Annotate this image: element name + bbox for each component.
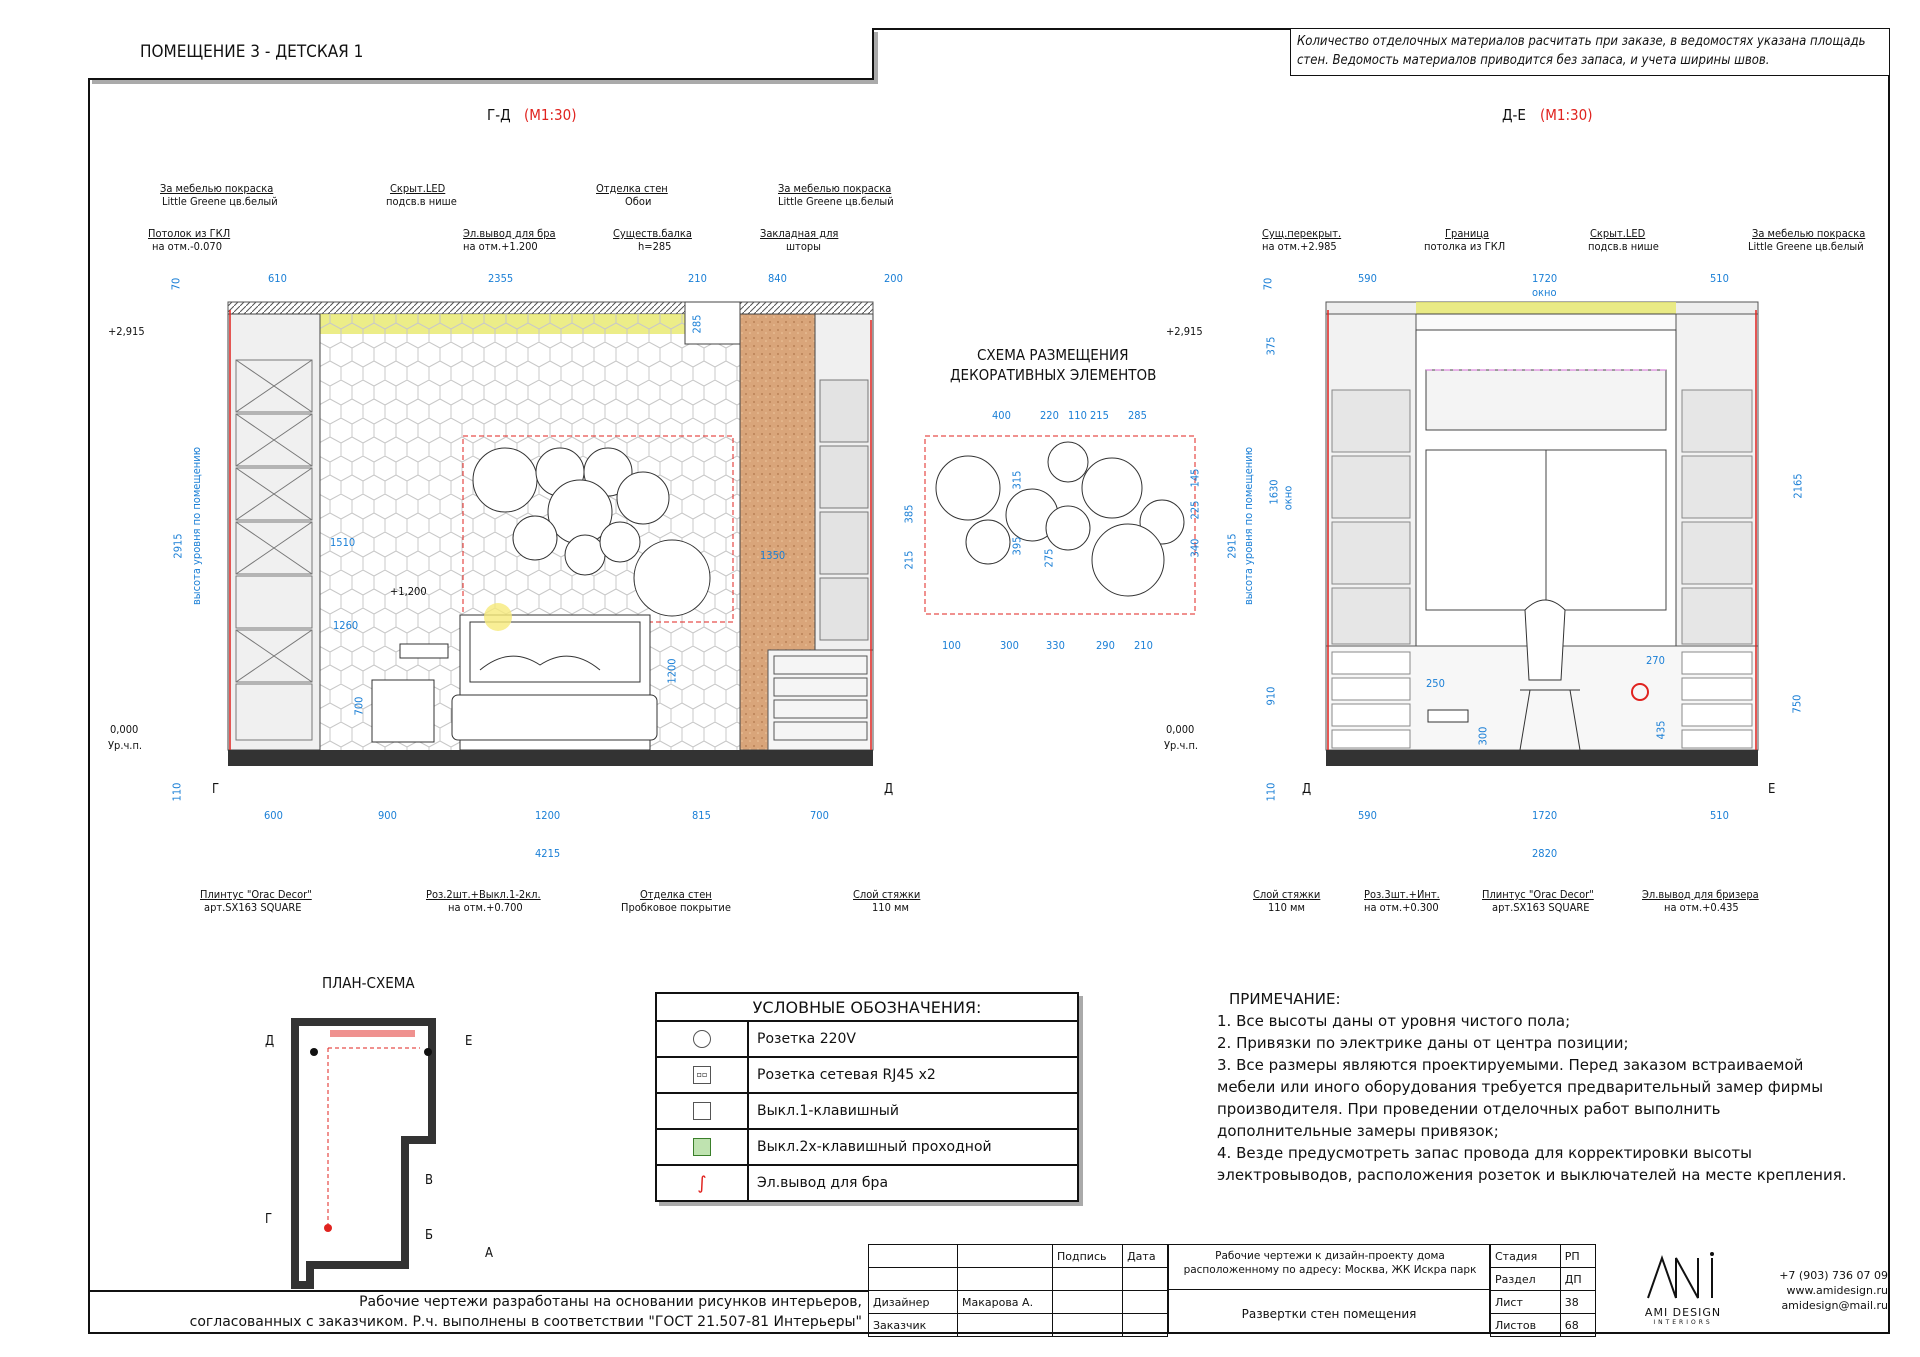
legend-label: Выкл.2х-клавишный проходной: [748, 1129, 1078, 1165]
dim-label: 700: [810, 809, 829, 822]
stamp-sheets-label: Листов: [1491, 1314, 1561, 1337]
stamp-stage-label: Стадия: [1491, 1245, 1561, 1268]
dim-label: 385: [902, 504, 916, 524]
page-title: ПОМЕЩЕНИЕ 3 - ДЕТСКАЯ 1: [140, 42, 364, 62]
decor-circle: [513, 516, 557, 560]
floor-slab: [228, 750, 873, 766]
plan-label: В: [425, 1173, 434, 1188]
plan-label: Б: [425, 1228, 434, 1243]
dim-label: 1200: [535, 809, 561, 822]
callout-text: Little Greene цв.белый: [1748, 240, 1864, 253]
dim-label: 1720: [1532, 809, 1558, 822]
callout-text: Слой стяжки: [1253, 888, 1321, 901]
callout-text: Слой стяжки: [853, 888, 921, 901]
callout-text: на отм.+2.985: [1262, 240, 1337, 253]
note-line: дополнительные замеры привязок;: [1217, 1122, 1499, 1140]
decor-scheme: [925, 436, 1195, 614]
footer-line: согласованных с заказчиком. Р.ч. выполнены в соответствии "ГОСТ 21.507-81 Интерьеры": [189, 1314, 862, 1330]
callout-text: За мебелью покраска: [778, 182, 892, 195]
callout-text: Пробковое покрытие: [621, 901, 731, 914]
logo-text: AMI DESIGN: [1644, 1306, 1722, 1319]
legend-table: [655, 992, 1079, 1202]
dim-label: 275: [1042, 548, 1056, 568]
dim-label: 1200: [665, 658, 679, 684]
callout-text: на отм.+0.300: [1364, 901, 1439, 914]
footer-line: Рабочие чертежи разработаны на основании рисунков интерьеров,: [359, 1294, 862, 1310]
callout-text: арт.SX163 SQUARE: [204, 901, 302, 914]
decor-circle: [634, 540, 710, 616]
callout-text: подсв.в нише: [386, 195, 457, 208]
gd-height-label: высота уровня по помещению: [190, 446, 204, 606]
left-wardrobe: [228, 314, 320, 750]
dim-label: 200: [884, 272, 903, 285]
dim-label: 145: [1188, 468, 1202, 488]
dim-label: 285: [1128, 409, 1147, 422]
scheme-title-2: ДЕКОРАТИВНЫХ ЭЛЕМЕНТОВ: [950, 366, 1157, 384]
stamp-project: [1168, 1244, 1490, 1334]
dim-label: 2355: [488, 272, 514, 285]
dim-label: 910: [1264, 686, 1278, 706]
dim-label: 375: [1264, 336, 1278, 356]
dim-label: 435: [1654, 720, 1668, 740]
plan-label: Д: [265, 1034, 275, 1049]
dim-label: окно: [1281, 485, 1295, 511]
dim-label: 340: [1188, 538, 1202, 558]
dim-label: 110: [1068, 409, 1087, 422]
callout-text: Плинтус "Orac Decor": [200, 888, 312, 901]
callout-text: Роз.2шт.+Выкл.1-2кл.: [426, 888, 541, 901]
decor-circle: [936, 456, 1000, 520]
ceiling-gkl: [228, 302, 873, 314]
gd-corner-right: Д: [884, 782, 894, 797]
callout-text: шторы: [786, 240, 821, 253]
contact-site: www.amidesign.ru: [1786, 1284, 1888, 1297]
stamp-section-label: Раздел: [1491, 1268, 1561, 1291]
dim-label: 400: [992, 409, 1011, 422]
callout-text: Потолок из ГКЛ: [148, 227, 231, 240]
dim-label: 840: [768, 272, 787, 285]
gd-level-zero-sub: Ур.ч.п.: [108, 739, 143, 752]
dim-label: 1630: [1267, 479, 1281, 505]
dim-label: 395: [1010, 536, 1024, 556]
callout-text: подсв.в нише: [1588, 240, 1659, 253]
callout-text: Скрыт.LED: [390, 182, 446, 195]
dim-label: 610: [268, 272, 287, 285]
dim-label: 210: [688, 272, 707, 285]
stamp-right: [1490, 1244, 1596, 1337]
dim-label: 590: [1358, 272, 1377, 285]
callout-text: Эл.вывод для бра: [463, 227, 556, 240]
note-line: мебели или иного оборудования требуется предварительный замер фирмы: [1217, 1078, 1824, 1096]
callout-text: Эл.вывод для бризера: [1642, 888, 1759, 901]
de-corner-right: Е: [1768, 782, 1776, 797]
stamp-sign-label: Подпись: [1053, 1245, 1123, 1268]
stamp-project-text: Рабочие чертежи к дизайн-проекту дома расположенному по адресу: Москва, ЖК Искра парк: [1183, 1250, 1477, 1276]
dim-label: 250: [1426, 677, 1445, 690]
callout-text: Граница: [1445, 227, 1490, 240]
dim-label: 2915: [1225, 533, 1239, 559]
elevation-d-e: [1326, 302, 1758, 766]
dim-label: высота уровня по помещению: [1242, 446, 1256, 606]
decor-circle: [966, 520, 1010, 564]
nightstand: [372, 680, 434, 742]
stamp-section-value: ДП: [1560, 1268, 1595, 1291]
stamp-designer-label: Дизайнер: [869, 1291, 958, 1314]
callout-text: За мебелью покраска: [1752, 227, 1866, 240]
callout-text: на отм.+0.700: [448, 901, 523, 914]
stamp-sheet-value: 38: [1560, 1291, 1595, 1314]
callout-text: Little Greene цв.белый: [778, 195, 894, 208]
dim-label: 225: [1188, 500, 1202, 520]
dim-label: 70: [169, 277, 183, 291]
legend-title: УСЛОВНЫЕ ОБОЗНАЧЕНИЯ:: [656, 993, 1078, 1021]
wire-outlet-icon: ∫: [697, 1172, 707, 1194]
dim-label: 700: [352, 696, 366, 716]
de-level-top: +2,915: [1166, 325, 1203, 338]
gd-floor-dim: 110: [170, 782, 184, 802]
callout-text: на отм.+0.435: [1664, 901, 1739, 914]
note-line: 1. Все высоты даны от уровня чистого пола;: [1217, 1012, 1571, 1030]
callout-text: Плинтус "Orac Decor": [1482, 888, 1594, 901]
dim-label: 315: [1010, 470, 1024, 490]
stamp-sheet-label: Лист: [1491, 1291, 1561, 1314]
dim-label: 215: [902, 550, 916, 570]
dim-label: 70: [1261, 277, 1275, 291]
stamp-sheet-title: Развертки стен помещения: [1241, 1307, 1417, 1321]
decor-circle: [473, 448, 537, 512]
bed-drawing: [452, 615, 657, 750]
legend-label: Выкл.1-клавишный: [748, 1093, 1078, 1129]
de-level-zero-sub: Ур.ч.п.: [1164, 739, 1199, 752]
de-corner-left: Д: [1302, 782, 1312, 797]
dim-label: 4215: [535, 847, 561, 860]
led-strip-de: [1416, 302, 1676, 314]
gd-level-bra: +1,200: [390, 585, 427, 598]
dim-label: 100: [942, 639, 961, 652]
callout-text: 110 мм: [872, 901, 909, 914]
de-level-zero: 0,000: [1166, 723, 1195, 736]
scheme-title-1: СХЕМА РАЗМЕЩЕНИЯ: [977, 346, 1129, 364]
view-gd-scale: (М1:30): [524, 106, 577, 124]
callout-text: За мебелью покраска: [160, 182, 274, 195]
dim-label: 210: [1134, 639, 1153, 652]
plan-label: А: [485, 1246, 493, 1261]
decor-circle: [565, 535, 605, 575]
note-line: производителя. При проведении отделочных работ выполнить: [1217, 1100, 1721, 1118]
view-de-scale: (М1:30): [1540, 106, 1593, 124]
dim-label: 1350: [760, 549, 786, 562]
stamp-date-label: Дата: [1123, 1245, 1168, 1268]
note-line: 2. Привязки по электрике даны от центра позиции;: [1217, 1034, 1629, 1052]
callout-text: на отм.-0.070: [152, 240, 222, 253]
de-floor-dim: 110: [1264, 782, 1278, 802]
plan-label: Г: [265, 1212, 273, 1227]
chair: [1525, 600, 1565, 680]
dim-label: 510: [1710, 809, 1729, 822]
view-de-name: Д-Е: [1502, 106, 1526, 124]
callout-text: Сущ.перекрыт.: [1262, 227, 1342, 240]
decor-circle: [1092, 524, 1164, 596]
note-line: 3. Все размеры являются проектируемыми. Перед заказом встраиваемой: [1217, 1056, 1804, 1074]
dim-label: окно: [1532, 286, 1557, 299]
gd-level-zero: 0,000: [110, 723, 139, 736]
decor-circle: [617, 472, 669, 524]
decor-circle: [1048, 442, 1088, 482]
dim-label: 300: [1000, 639, 1019, 652]
dim-label: 600: [264, 809, 283, 822]
dim-label: 1260: [333, 619, 359, 632]
callout-text: Little Greene цв.белый: [162, 195, 278, 208]
plan-label: Е: [465, 1034, 473, 1049]
legend-label: Розетка 220V: [748, 1021, 1078, 1057]
plan-scheme: [295, 1022, 432, 1285]
gd-height-total: 2915: [171, 533, 185, 559]
dim-label: 220: [1040, 409, 1059, 422]
socket-block: [400, 644, 448, 658]
dim-label: 270: [1646, 654, 1665, 667]
stamp-client-label: Заказчик: [869, 1314, 958, 1337]
contact-email: amidesign@mail.ru: [1781, 1299, 1888, 1312]
gd-level-top: +2,915: [108, 325, 145, 338]
dim-label: 815: [692, 809, 711, 822]
callout-text: Роз.3шт.+Инт.: [1364, 888, 1440, 901]
dim-label: 750: [1790, 694, 1804, 714]
dim-label: 2165: [1791, 473, 1805, 499]
callout-text: арт.SX163 SQUARE: [1492, 901, 1590, 914]
stamp-designer-name: Макарова А.: [958, 1291, 1053, 1314]
callout-text: 110 мм: [1268, 901, 1305, 914]
switch-2-icon: [693, 1138, 711, 1156]
callout-text: Закладная для: [760, 227, 839, 240]
plan-title: ПЛАН-СХЕМА: [322, 974, 415, 992]
notes-block: [1217, 988, 1877, 1186]
gd-corner-left: Г: [212, 782, 220, 797]
footer-note: [88, 1290, 868, 1334]
legend-label: Эл.вывод для бра: [748, 1165, 1078, 1201]
socket-icon: [693, 1030, 711, 1048]
dim-label: 300: [1476, 726, 1490, 746]
callout-text: Отделка стен: [596, 182, 668, 195]
top-note-text: Количество отделочных материалов расчитать при заказе, в ведомостях указана площадь стен. Ведомость материалов приводится без запаса, и учета ширины швов.: [1297, 34, 1866, 68]
callout-text: Скрыт.LED: [1590, 227, 1646, 240]
ami-logo-icon: [1628, 1252, 1738, 1302]
dim-label: 290: [1096, 639, 1115, 652]
dim-label: 2820: [1532, 847, 1558, 860]
stamp-stage-value: РП: [1560, 1245, 1595, 1268]
view-gd-name: Г-Д: [487, 106, 511, 124]
callout-text: Существ.балка: [613, 227, 692, 240]
callout-text: потолка из ГКЛ: [1424, 240, 1506, 253]
callout-text: h=285: [638, 240, 672, 253]
callout-text: Обои: [625, 195, 652, 208]
stamp-left: [868, 1244, 1168, 1337]
dim-label: 1720: [1532, 272, 1558, 285]
stamp-sheets-value: 68: [1560, 1314, 1595, 1337]
logo-sub: INTERIORS: [1653, 1319, 1713, 1326]
dim-label: 510: [1710, 272, 1729, 285]
decor-circle: [1046, 506, 1090, 550]
callout-text: Отделка стен: [640, 888, 712, 901]
decor-circle: [600, 522, 640, 562]
company-logo: [1628, 1252, 1738, 1330]
rj45-socket-icon: ▫▫: [693, 1066, 711, 1084]
dim-label: 285: [690, 314, 704, 334]
dim-label: 590: [1358, 809, 1377, 822]
switch-1-icon: [693, 1102, 711, 1120]
notes-title: ПРИМЕЧАНИЕ:: [1229, 990, 1341, 1008]
dim-label: 900: [378, 809, 397, 822]
legend-label: Розетка сетевая RJ45 х2: [748, 1057, 1078, 1093]
dim-label: 1510: [330, 536, 356, 549]
callout-text: на отм.+1.200: [463, 240, 538, 253]
note-line: 4. Везде предусмотреть запас провода для корректировки высоты: [1217, 1144, 1752, 1162]
decor-circle: [1082, 458, 1142, 518]
contact-phone: +7 (903) 736 07 09: [1779, 1269, 1888, 1282]
dim-label: 215: [1090, 409, 1109, 422]
dim-label: 330: [1046, 639, 1065, 652]
company-contacts: [1760, 1268, 1888, 1313]
note-line: электровыводов, расположения розеток и выключателей на месте крепления.: [1217, 1166, 1847, 1184]
